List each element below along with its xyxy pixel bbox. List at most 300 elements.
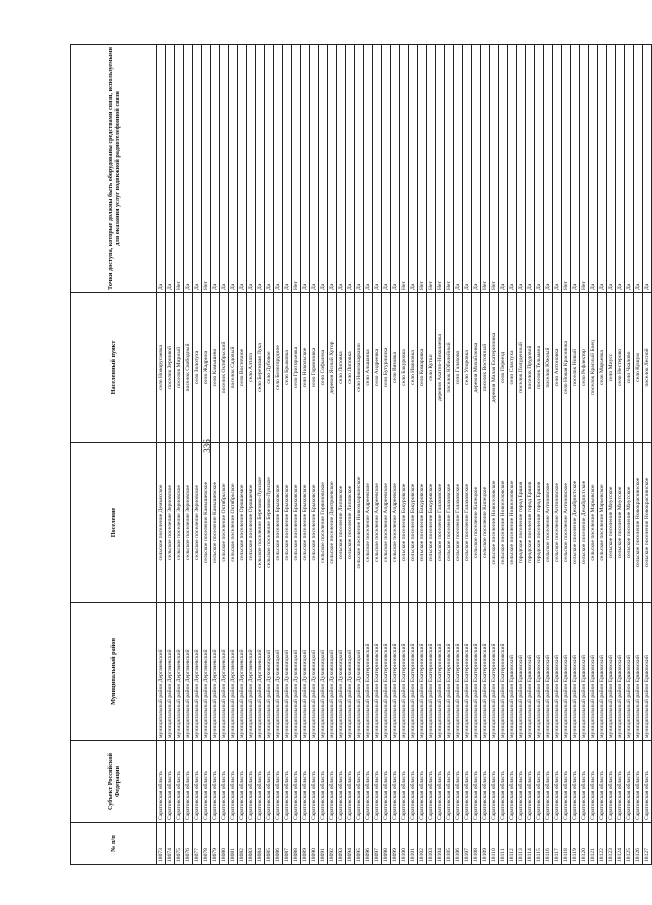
cell-subject: Саратовская область xyxy=(535,741,544,823)
table-row xyxy=(517,45,526,865)
cell-subject: Саратовская область xyxy=(256,741,265,823)
cell-subject: Саратовская область xyxy=(301,741,310,823)
cell-access: Нет xyxy=(445,45,454,293)
cell-district: муниципальный район Ершовский xyxy=(508,603,517,741)
cell-subject: Саратовская область xyxy=(418,741,427,823)
cell-settlement: сельское поселение Галаховское xyxy=(454,443,463,603)
cell-num: 18101 xyxy=(409,823,418,865)
cell-access: Да xyxy=(373,45,382,293)
cell-access: Да xyxy=(598,45,607,293)
cell-settlement: сельское поселение Миусское xyxy=(607,443,616,603)
cell-num: 18083 xyxy=(247,823,256,865)
cell-subject: Саратовская область xyxy=(229,741,238,823)
cell-subject: Саратовская область xyxy=(265,741,274,823)
cell-district: муниципальный район Ершовский xyxy=(544,603,553,741)
cell-settlement: сельское поселение Новокраснянское xyxy=(634,443,643,603)
cell-num: 18110 xyxy=(490,823,499,865)
cell-district: муниципальный район Екатериновский xyxy=(445,603,454,741)
cell-district: муниципальный район Ершовский xyxy=(598,603,607,741)
table-header-row xyxy=(71,45,157,865)
table-row xyxy=(409,45,418,865)
cell-num: 18124 xyxy=(616,823,625,865)
cell-district: муниципальный район Ершовский xyxy=(580,603,589,741)
cell-access: Нет xyxy=(580,45,589,293)
cell-settlement: сельское поселение Декабристское xyxy=(571,443,580,603)
cell-settlement: сельское поселение Андреевское xyxy=(373,443,382,603)
table-row xyxy=(535,45,544,865)
cell-num: 18099 xyxy=(391,823,400,865)
table-row xyxy=(607,45,616,865)
table-row xyxy=(571,45,580,865)
cell-settlement: сельское поселение Андреевское xyxy=(382,443,391,603)
cell-num: 18108 xyxy=(472,823,481,865)
cell-num: 18092 xyxy=(328,823,337,865)
cell-locality: село Чкалово xyxy=(625,293,634,443)
cell-access: Да xyxy=(328,45,337,293)
cell-district: муниципальный район Екатериновский xyxy=(436,603,445,741)
cell-access: Да xyxy=(553,45,562,293)
cell-locality: поселок Лесной xyxy=(643,293,652,443)
localities-table xyxy=(70,44,652,865)
cell-num: 18123 xyxy=(607,823,616,865)
table-row xyxy=(400,45,409,865)
cell-subject: Саратовская область xyxy=(220,741,229,823)
cell-access: Да xyxy=(211,45,220,293)
cell-num: 18100 xyxy=(400,823,409,865)
cell-access: Да xyxy=(463,45,472,293)
cell-num: 18125 xyxy=(625,823,634,865)
cell-subject: Саратовская область xyxy=(625,741,634,823)
cell-district: муниципальный район Ершовский xyxy=(571,603,580,741)
cell-locality: поселок Красный Боец xyxy=(589,293,598,443)
table-row xyxy=(256,45,265,865)
cell-access: Нет xyxy=(202,45,211,293)
cell-subject: Саратовская область xyxy=(463,741,472,823)
cell-district: муниципальный район Ершовский xyxy=(589,603,598,741)
cell-subject: Саратовская область xyxy=(544,741,553,823)
cell-num: 18098 xyxy=(382,823,391,865)
cell-num: 18075 xyxy=(175,823,184,865)
cell-settlement: сельское поселение Брыковское xyxy=(274,443,283,603)
cell-settlement: сельское поселение Миусское xyxy=(616,443,625,603)
cell-subject: Саратовская область xyxy=(526,741,535,823)
cell-settlement: городское поселение город Ершов xyxy=(526,443,535,603)
cell-num: 18088 xyxy=(292,823,301,865)
cell-num: 18118 xyxy=(562,823,571,865)
cell-access: Да xyxy=(346,45,355,293)
cell-subject: Саратовская область xyxy=(508,741,517,823)
cell-settlement: сельское поселение Бакуровское xyxy=(427,443,436,603)
cell-locality: поселок Южный xyxy=(544,293,553,443)
table-row xyxy=(427,45,436,865)
cell-district: муниципальный район Екатериновский xyxy=(364,603,373,741)
table-row xyxy=(346,45,355,865)
cell-district: муниципальный район Духовницкий xyxy=(328,603,337,741)
cell-locality: деревня Малая Екатериновка xyxy=(490,293,499,443)
cell-settlement: сельское поселение Галаховское xyxy=(463,443,472,603)
rotated-table-container xyxy=(70,45,650,865)
cell-district: муниципальный район Ершовский xyxy=(625,603,634,741)
cell-locality: село Вязовка xyxy=(391,293,400,443)
cell-settlement: сельское поселение Липовское xyxy=(337,443,346,603)
cell-subject: Саратовская область xyxy=(472,741,481,823)
cell-subject: Саратовская область xyxy=(346,741,355,823)
cell-locality: село Липовка xyxy=(346,293,355,443)
cell-subject: Саратовская область xyxy=(409,741,418,823)
cell-locality: поселок Новый xyxy=(571,293,580,443)
cell-district: муниципальный район Ершовский xyxy=(562,603,571,741)
header-access: Точки доступа, которые должны быть оборудованы средствами связи, используемыми для оказания услуг подвижной радиотелефонной связи xyxy=(71,45,157,293)
cell-subject: Саратовская область xyxy=(634,741,643,823)
cell-access: Да xyxy=(625,45,634,293)
cell-subject: Саратовская область xyxy=(238,741,247,823)
cell-subject: Саратовская область xyxy=(382,741,391,823)
cell-access: Да xyxy=(301,45,310,293)
table-row xyxy=(634,45,643,865)
cell-locality: село Миусс xyxy=(607,293,616,443)
table-row xyxy=(364,45,373,865)
table-row xyxy=(247,45,256,865)
cell-num: 18120 xyxy=(580,823,589,865)
cell-num: 18127 xyxy=(643,823,652,865)
cell-num: 18082 xyxy=(238,823,247,865)
cell-settlement: сельское поселение Новоселовское xyxy=(508,443,517,603)
cell-settlement: сельское поселение Новоселовское xyxy=(499,443,508,603)
cell-subject: Саратовская область xyxy=(202,741,211,823)
cell-settlement: сельское поселение Антоновское xyxy=(544,443,553,603)
cell-settlement: сельское поселение Березово-Лукское xyxy=(256,443,265,603)
cell-locality: село Березовая Лука xyxy=(256,293,265,443)
table-row xyxy=(355,45,364,865)
cell-access: Да xyxy=(184,45,193,293)
cell-district: муниципальный район Екатериновский xyxy=(499,603,508,741)
cell-district: муниципальный район Екатериновский xyxy=(454,603,463,741)
cell-subject: Саратовская область xyxy=(184,741,193,823)
page-number: 336 xyxy=(201,439,212,453)
cell-district: муниципальный район Дергачевский xyxy=(256,603,265,741)
cell-locality: село Белогорудное xyxy=(274,293,283,443)
table-row xyxy=(310,45,319,865)
cell-district: муниципальный район Ершовский xyxy=(616,603,625,741)
cell-num: 18081 xyxy=(229,823,238,865)
cell-access: Нет xyxy=(418,45,427,293)
cell-district: муниципальный район Екатериновский xyxy=(409,603,418,741)
cell-subject: Саратовская область xyxy=(436,741,445,823)
cell-access: Да xyxy=(634,45,643,293)
cell-num: 18115 xyxy=(535,823,544,865)
cell-district: муниципальный район Дергачевский xyxy=(184,603,193,741)
cell-subject: Саратовская область xyxy=(607,741,616,823)
cell-num: 18116 xyxy=(544,823,553,865)
cell-locality: село Рефлектор xyxy=(580,293,589,443)
table-row xyxy=(391,45,400,865)
table-row xyxy=(445,45,454,865)
cell-settlement: сельское поселение Галаховское xyxy=(445,443,454,603)
cell-access: Да xyxy=(508,45,517,293)
cell-subject: Саратовская область xyxy=(355,741,364,823)
cell-num: 18090 xyxy=(310,823,319,865)
header-locality: Населенный пункт xyxy=(71,293,157,443)
cell-settlement: сельское поселение Зерновское xyxy=(166,443,175,603)
cell-subject: Саратовская область xyxy=(247,741,256,823)
cell-district: муниципальный район Дергачевский xyxy=(247,603,256,741)
table-row xyxy=(616,45,625,865)
cell-subject: Саратовская область xyxy=(616,741,625,823)
cell-district: муниципальный район Дергачевский xyxy=(193,603,202,741)
cell-district: муниципальный район Ершовский xyxy=(517,603,526,741)
table-row xyxy=(643,45,652,865)
cell-district: муниципальный район Дергачевский xyxy=(157,603,166,741)
cell-district: муниципальный район Духовницкий xyxy=(301,603,310,741)
cell-district: муниципальный район Духовницкий xyxy=(274,603,283,741)
cell-settlement: городское поселение город Ершов xyxy=(517,443,526,603)
cell-district: муниципальный район Дергачевский xyxy=(202,603,211,741)
cell-district: муниципальный район Екатериновский xyxy=(418,603,427,741)
table-row xyxy=(220,45,229,865)
cell-num: 18089 xyxy=(301,823,310,865)
cell-subject: Саратовская область xyxy=(643,741,652,823)
cell-locality: село Новая Краснянка xyxy=(562,293,571,443)
cell-locality: село Жадрина xyxy=(202,293,211,443)
table-row xyxy=(238,45,247,865)
cell-num: 18119 xyxy=(571,823,580,865)
table-row xyxy=(211,45,220,865)
cell-district: муниципальный район Екатериновский xyxy=(490,603,499,741)
cell-access: Нет xyxy=(562,45,571,293)
cell-settlement: сельское поселение Зерновское xyxy=(175,443,184,603)
cell-locality: село Бакуровка xyxy=(400,293,409,443)
cell-locality: деревня Ясный Хутор xyxy=(328,293,337,443)
table-row xyxy=(157,45,166,865)
cell-subject: Саратовская область xyxy=(427,741,436,823)
cell-settlement: сельское поселение Зерновское xyxy=(193,443,202,603)
cell-settlement: сельское поселение Липовское xyxy=(346,443,355,603)
cell-locality: село Григорьевка xyxy=(292,293,301,443)
cell-settlement: сельское поселение Дмитриевское xyxy=(328,443,337,603)
cell-subject: Саратовская область xyxy=(193,741,202,823)
cell-locality: поселок Зерновой xyxy=(166,293,175,443)
table-row xyxy=(499,45,508,865)
cell-locality: поселок Полуденный xyxy=(517,293,526,443)
cell-district: муниципальный район Екатериновский xyxy=(427,603,436,741)
table-body xyxy=(157,45,652,865)
cell-district: муниципальный район Екатериновский xyxy=(463,603,472,741)
cell-access: Нет xyxy=(427,45,436,293)
cell-settlement: сельское поселение Кипецкое xyxy=(472,443,481,603)
cell-num: 18102 xyxy=(418,823,427,865)
cell-district: муниципальный район Дергачевский xyxy=(211,603,220,741)
table-row xyxy=(328,45,337,865)
cell-settlement: сельское поселение Миусское xyxy=(625,443,634,603)
cell-settlement: сельское поселение Антоновское xyxy=(562,443,571,603)
cell-access: Да xyxy=(391,45,400,293)
table-row xyxy=(301,45,310,865)
cell-district: муниципальный район Дергачевский xyxy=(220,603,229,741)
cell-subject: Саратовская область xyxy=(580,741,589,823)
cell-access: Да xyxy=(166,45,175,293)
table-row xyxy=(175,45,184,865)
cell-settlement: сельское поселение Камышевское xyxy=(211,443,220,603)
cell-district: муниципальный район Духовницкий xyxy=(283,603,292,741)
cell-district: муниципальный район Духовницкий xyxy=(310,603,319,741)
cell-subject: Саратовская область xyxy=(328,741,337,823)
cell-settlement: сельское поселение Новозахаркинское xyxy=(355,443,364,603)
cell-num: 18112 xyxy=(508,823,517,865)
cell-locality: село Восточное xyxy=(238,293,247,443)
table-row xyxy=(382,45,391,865)
cell-locality: деревня Михайловка xyxy=(472,293,481,443)
table-row xyxy=(526,45,535,865)
table-row xyxy=(472,45,481,865)
cell-district: муниципальный район Дергачевский xyxy=(166,603,175,741)
cell-locality: поселок Восточный xyxy=(481,293,490,443)
cell-access: Да xyxy=(274,45,283,293)
table-row xyxy=(589,45,598,865)
cell-access: Да xyxy=(238,45,247,293)
cell-access: Нет xyxy=(490,45,499,293)
cell-num: 18103 xyxy=(427,823,436,865)
cell-locality: село Камышево xyxy=(211,293,220,443)
cell-num: 18086 xyxy=(274,823,283,865)
cell-settlement: сельское поселение Декабристское xyxy=(580,443,589,603)
cell-num: 18105 xyxy=(445,823,454,865)
table-row xyxy=(418,45,427,865)
cell-district: муниципальный район Екатериновский xyxy=(400,603,409,741)
cell-num: 18126 xyxy=(634,823,643,865)
table-row xyxy=(283,45,292,865)
cell-district: муниципальный район Екатериновский xyxy=(391,603,400,741)
cell-subject: Саратовская область xyxy=(157,741,166,823)
cell-district: муниципальный район Дергачевский xyxy=(175,603,184,741)
cell-locality: село Бутурлинка xyxy=(382,293,391,443)
cell-access: Да xyxy=(535,45,544,293)
cell-num: 18074 xyxy=(166,823,175,865)
cell-district: муниципальный район Ершовский xyxy=(535,603,544,741)
cell-locality: поселок Садовый xyxy=(229,293,238,443)
cell-subject: Саратовская область xyxy=(553,741,562,823)
table-row xyxy=(373,45,382,865)
cell-subject: Саратовская область xyxy=(490,741,499,823)
cell-locality: село Горяиновка xyxy=(310,293,319,443)
cell-access: Да xyxy=(310,45,319,293)
cell-num: 18084 xyxy=(256,823,265,865)
table-row xyxy=(490,45,499,865)
cell-num: 18077 xyxy=(193,823,202,865)
cell-access: Да xyxy=(409,45,418,293)
cell-locality: поселок Тельмана xyxy=(535,293,544,443)
cell-settlement: сельское поселение Березово-Лукское xyxy=(265,443,274,603)
cell-locality: село Альшанка xyxy=(364,293,373,443)
table-row xyxy=(166,45,175,865)
cell-locality: поселок Октябрьский xyxy=(220,293,229,443)
cell-locality: село Ивановка xyxy=(409,293,418,443)
cell-locality: село Комаровка xyxy=(418,293,427,443)
cell-subject: Саратовская область xyxy=(337,741,346,823)
cell-access: Да xyxy=(229,45,238,293)
table-row xyxy=(184,45,193,865)
cell-access: Нет xyxy=(481,45,490,293)
cell-settlement: сельское поселение Горяиновское xyxy=(319,443,328,603)
cell-district: муниципальный район Дергачевский xyxy=(229,603,238,741)
cell-district: муниципальный район Дергачевский xyxy=(238,603,247,741)
cell-access: Да xyxy=(337,45,346,293)
cell-settlement: сельское поселение Андреевское xyxy=(391,443,400,603)
cell-num: 18122 xyxy=(598,823,607,865)
cell-access: Да xyxy=(283,45,292,293)
cell-settlement: сельское поселение Марьевское xyxy=(589,443,598,603)
cell-subject: Саратовская область xyxy=(517,741,526,823)
cell-settlement: сельское поселение Брыковское xyxy=(310,443,319,603)
cell-access: Да xyxy=(319,45,328,293)
cell-num: 18104 xyxy=(436,823,445,865)
cell-district: муниципальный район Ершовский xyxy=(634,603,643,741)
cell-district: муниципальный район Духовницкий xyxy=(319,603,328,741)
table-row xyxy=(481,45,490,865)
cell-settlement: сельское поселение Зерновское xyxy=(184,443,193,603)
cell-num: 18095 xyxy=(355,823,364,865)
cell-subject: Саратовская область xyxy=(400,741,409,823)
cell-subject: Саратовская область xyxy=(310,741,319,823)
cell-locality: деревня Акатно-Николаевка xyxy=(436,293,445,443)
table-row xyxy=(292,45,301,865)
cell-access: Да xyxy=(472,45,481,293)
cell-settlement: сельское поселение Новоселовское xyxy=(490,443,499,603)
cell-locality: село Кутки xyxy=(427,293,436,443)
cell-access: Да xyxy=(256,45,265,293)
cell-num: 18080 xyxy=(220,823,229,865)
table-row xyxy=(454,45,463,865)
cell-settlement: сельское поселение Орошаемое xyxy=(238,443,247,603)
cell-locality: село Золотуха xyxy=(193,293,202,443)
table-row xyxy=(337,45,346,865)
cell-subject: Саратовская область xyxy=(598,741,607,823)
cell-access: Да xyxy=(526,45,535,293)
cell-locality: село Нестерово xyxy=(616,293,625,443)
header-subject: Субъект Российской Федерации xyxy=(71,741,157,823)
cell-subject: Саратовская область xyxy=(274,741,283,823)
cell-locality: поселок Свободный xyxy=(184,293,193,443)
cell-num: 18107 xyxy=(463,823,472,865)
cell-settlement: сельское поселение Брыковское xyxy=(292,443,301,603)
table-row xyxy=(436,45,445,865)
cell-num: 18096 xyxy=(364,823,373,865)
cell-district: муниципальный район Духовницкий xyxy=(346,603,355,741)
cell-num: 18079 xyxy=(211,823,220,865)
cell-access: Нет xyxy=(400,45,409,293)
cell-locality: село Андреевка xyxy=(373,293,382,443)
cell-access: Да xyxy=(616,45,625,293)
cell-access: Да xyxy=(499,45,508,293)
cell-settlement: сельское поселение Бакуровское xyxy=(400,443,409,603)
table-row xyxy=(229,45,238,865)
cell-district: муниципальный район Духовницкий xyxy=(337,603,346,741)
cell-access: Да xyxy=(382,45,391,293)
cell-district: муниципальный район Екатериновский xyxy=(382,603,391,741)
cell-subject: Саратовская область xyxy=(391,741,400,823)
table-row xyxy=(508,45,517,865)
header-district: Муниципальный район xyxy=(71,603,157,741)
table-row xyxy=(274,45,283,865)
cell-num: 18109 xyxy=(481,823,490,865)
table-row xyxy=(265,45,274,865)
cell-access: Да xyxy=(220,45,229,293)
cell-locality: поселок Прудовой xyxy=(526,293,535,443)
cell-subject: Саратовская область xyxy=(292,741,301,823)
cell-num: 18085 xyxy=(265,823,274,865)
cell-access: Нет xyxy=(292,45,301,293)
cell-locality: село Новорусаевка xyxy=(157,293,166,443)
cell-access: Да xyxy=(355,45,364,293)
